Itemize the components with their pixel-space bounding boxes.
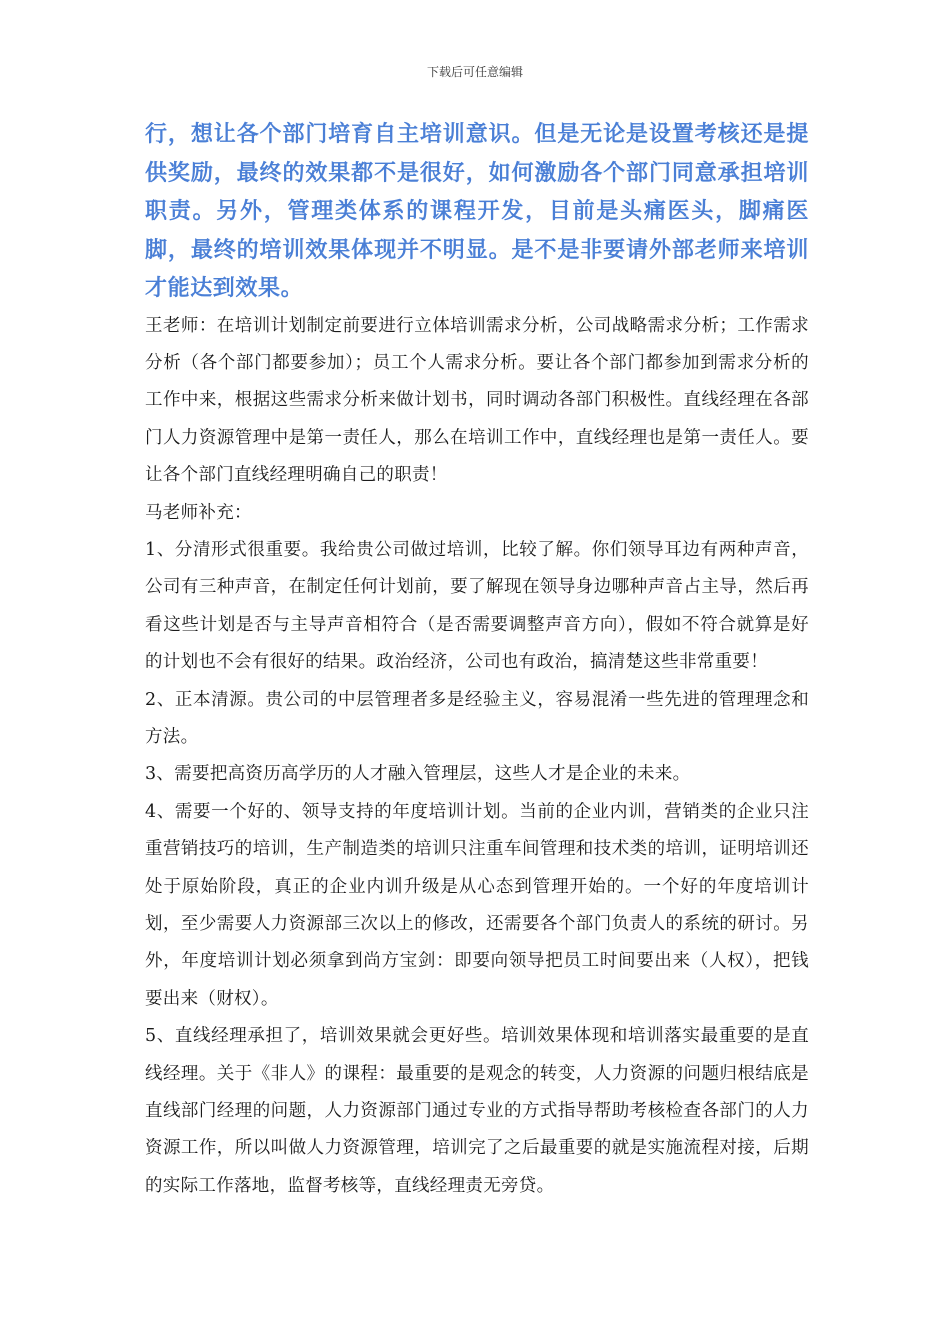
page-header: 下载后可任意编辑 [426,65,523,79]
answer-wang: 王老师：在培训计划制定前要进行立体培训需求分析，公司战略需求分析；工作需求分析（各个部门都要参加）；员工个人需求分析。要让各个部门都参加到需求分析的工作中来，根据这些需求分析来做计划书，同时调动各部门积极性。直线经理在各部门人力资源管理中是第一责任人，那么在培训工作中，直线经理也是第一责任人。要让各个部门直线经理明确自己的职责！ [145,315,809,486]
answer-item-1: 1、分清形式很重要。我给贵公司做过培训，比较了解。你们领导耳边有两种声音，公司有三种声音，在制定任何计划前，要了解现在领导身边哪种声音占主导，然后再看这些计划是否与主导声音相符合（是否需要调整声音方向），假如不符合就算是好的计划也不会有很好的结果。政治经济，公司也有政治，搞清楚这些非常重要！ [145,539,809,673]
answer-ma-intro: 马老师补充： [145,502,252,523]
answer-item-5: 5、直线经理承担了，培训效果就会更好些。培训效果体现和培训落实最重要的是直线经理。关于《非人》的课程：最重要的是观念的转变，人力资源的问题归根结底是直线部门经理的问题，人力资源部门通过专业的方式指导帮助考核检查各部门的人力资源工作，所以叫做人力资源管理，培训完了之后最重要的就是实施流程对接，后期的实际工作落地，监督考核等，直线经理责无旁贷。 [145,1026,809,1196]
document-body [145,115,809,1205]
answer-item-4: 4、需要一个好的、领导支持的年度培训计划。当前的企业内训，营销类的企业只注重营销技巧的培训，生产制造类的培训只注重车间管理和技术类的培训，证明培训还处于原始阶段，真正的企业内训升级是从心态到管理开始的。一个好的年度培训计划，至少需要人力资源部三次以上的修改，还需要各个部门负责人的系统的研讨。另外，年度培训计划必须拿到尚方宝剑：即要向领导把员工时间要出来（人权），把钱要出来（财权）。 [145,801,809,1009]
question-paragraph: 行，想让各个部门培育自主培训意识。但是无论是设置考核还是提供奖励，最终的效果都不是很好，如何激励各个部门同意承担培训职责。另外，管理类体系的课程开发，目前是头痛医头，脚痛医脚，最终的培训效果体现并不明显。是不是非要请外部老师来培训才能达到效果。 [145,121,809,301]
answer-item-3: 3、需要把高资历高学历的人才融入管理层，这些人才是企业的未来。 [145,764,691,785]
answer-item-2: 2、正本清源。贵公司的中层管理者多是经验主义，容易混淆一些先进的管理理念和方法。 [145,689,809,747]
